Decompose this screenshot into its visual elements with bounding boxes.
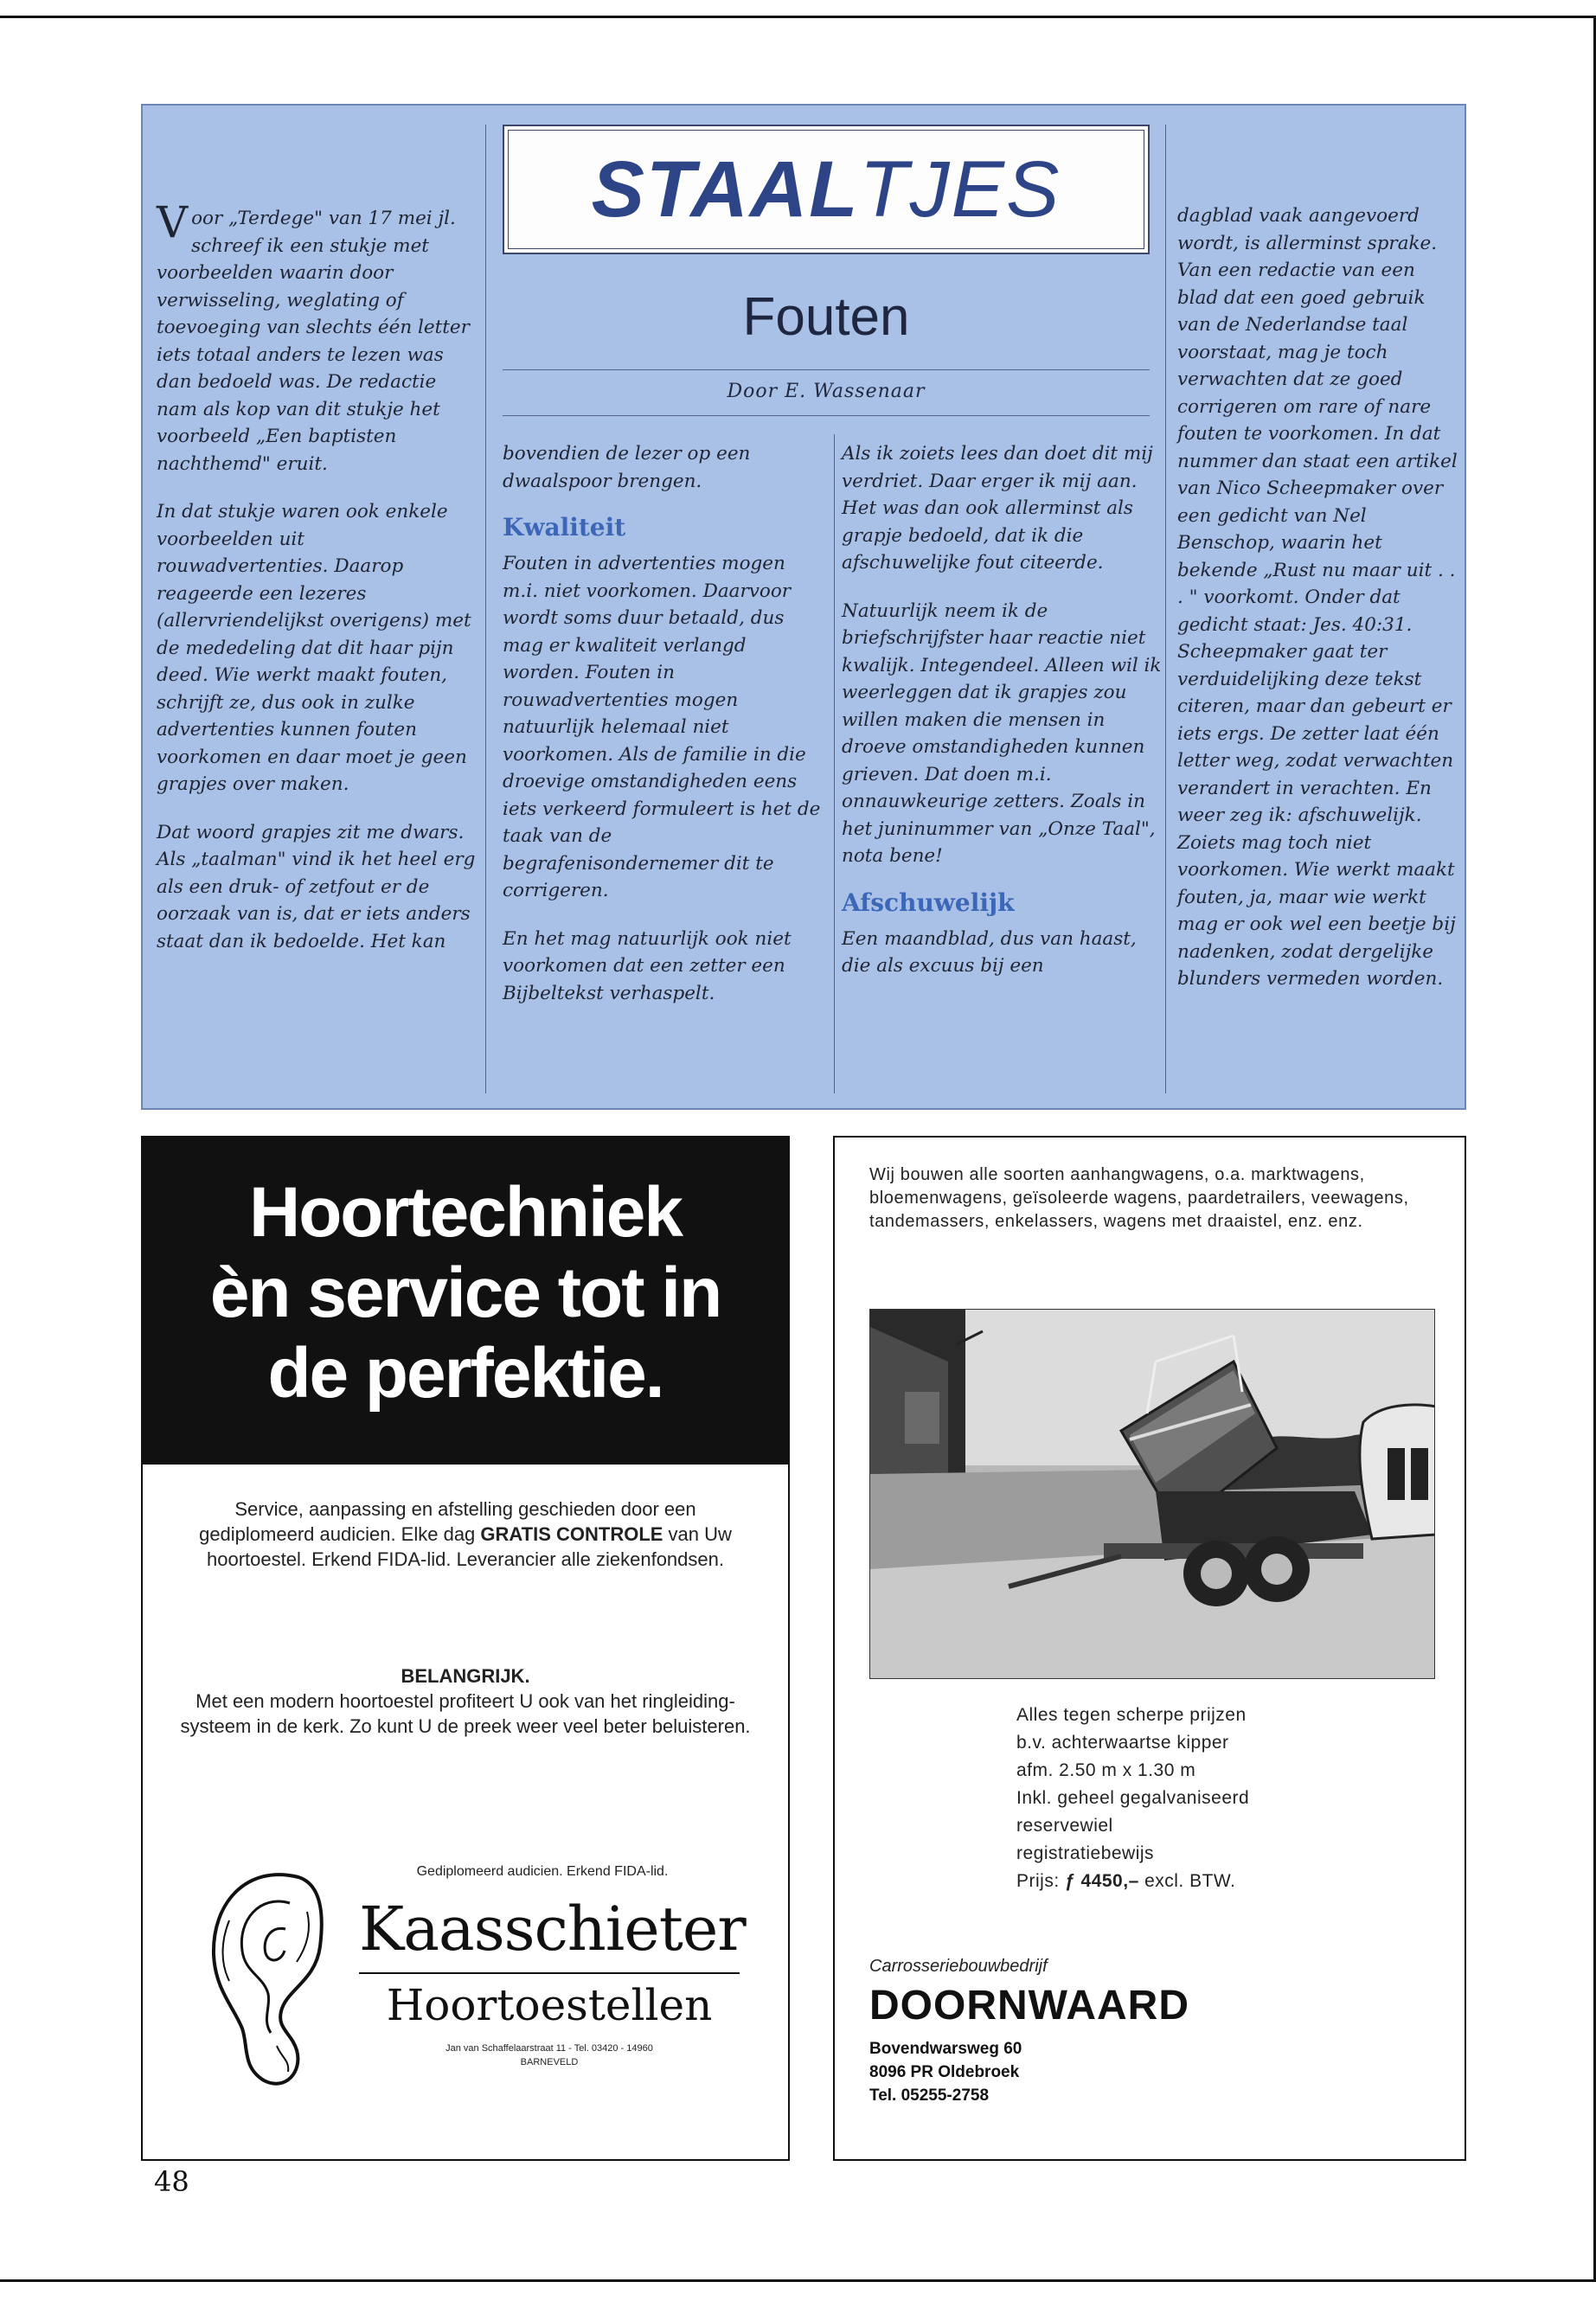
ad-doornwaard <box>833 1136 1466 2161</box>
price-line: Prijs: ƒ 4450,– excl. BTW. <box>1016 1871 1236 1891</box>
list-item: registratiebewijs <box>1016 1843 1155 1863</box>
trailer-photo <box>869 1309 1435 1679</box>
brand-name: Kaasschieter <box>359 1894 746 1965</box>
paragraph: Als ik zoiets lees dan doet dit mij verdriet. Daar erger ik mij aan. Het was dan ook allerminst als grapje bedoeld, dat ik die afschuwelijke fout citeerde. <box>842 443 1153 574</box>
trailer-photo-image <box>870 1310 1435 1679</box>
list-item: afm. 2.50 m x 1.30 m <box>1016 1760 1196 1780</box>
ad-headline: Hoortechniek èn service tot in de perfektie. <box>209 1173 721 1413</box>
column-divider <box>1165 125 1166 1093</box>
article-column-2 <box>503 440 826 1007</box>
ad-feature-list <box>1016 1702 1362 1895</box>
ad-headline-box <box>143 1138 788 1465</box>
subheading-kwaliteit: Kwaliteit <box>503 513 626 542</box>
list-item: Inkl. geheel gegalvaniseerd <box>1016 1788 1250 1808</box>
ad-important-text: BELANGRIJK. Met een modern hoortoestel profiteert U ook van het ringleiding-systeem in de kerk. Zo kunt U de preek weer veel beter beluisteren. <box>180 1665 751 1737</box>
ad-body-text: Service, aanpassing en afstelling geschieden door een gediplomeerd audicien. Elke dag GRATIS CONTROLE van Uw hoortoestel. Erkend FIDA-lid. Leverancier alle ziekenfondsen. <box>199 1498 732 1570</box>
brand-address: Jan van Schaffelaarstraat 11 - Tel. 03420 - 14960 BARNEVELD <box>445 2043 653 2067</box>
ad-kaasschieter <box>141 1136 790 2161</box>
ad-credentials: Gediplomeerd audicien. Erkend FIDA-lid. <box>416 1864 669 1879</box>
paragraph: Een maandblad, dus van haast, die als excuus bij een <box>842 927 1137 977</box>
byline-rule <box>503 415 1150 416</box>
title-rule <box>503 369 1150 370</box>
list-item: b.v. achterwaartse kipper <box>1016 1733 1229 1753</box>
article-column-1 <box>157 197 478 955</box>
column-divider <box>834 434 835 1093</box>
brand-rule <box>359 1972 740 1974</box>
brand-subtitle: Hoortoestellen <box>386 1980 713 2030</box>
column-divider <box>485 125 486 1093</box>
subheading-afschuwelijk: Afschuwelijk <box>842 888 1015 917</box>
paragraph: bovendien de lezer op een dwaalspoor brengen. <box>503 443 751 492</box>
ad-intro-text: Wij bouwen alle soorten aanhangwagens, o.a. marktwagens, bloemenwagens, geïsoleerde wagens, paardetrailers, veewagens, tandemassers, enkelassers, wagens met draaistel, enz. enz. <box>869 1165 1409 1231</box>
paragraph: Fouten in advertenties mogen m.i. niet voorkomen. Daarvoor wordt soms duur betaald, dus mag er kwaliteit verlangd worden. Fouten in rouwadvertenties mogen natuurlijk helemaal niet voorkomen. Als de familie in die droevige omstandigheden eens iets verkeerd formuleert is het de taak van de begrafenisondernemer dit te corrigeren. <box>503 553 821 901</box>
company-tagline: Carrosseriebouwbedrijf <box>869 1957 1048 1976</box>
list-item: reservewiel <box>1016 1816 1113 1836</box>
company-name: DOORNWAARD <box>869 1983 1189 2029</box>
article-column-4 <box>1177 202 1459 993</box>
article-column-3 <box>842 440 1165 980</box>
drop-cap: V <box>157 197 189 247</box>
byline: Door E. Wassenaar <box>727 381 926 402</box>
paragraph: Voor „Terdege" van 17 mei jl. schreef ik een stukje met voorbeelden waarin door verwisseling, weglating of toevoeging van slechts één letter iets totaal anders te lezen was dan bedoeld was. De redactie nam als kop van dit stukje het voorbeeld „Een baptisten nachthemd" eruit. <box>157 197 470 475</box>
paragraph: Natuurlijk neem ik de briefschrijfster haar reactie niet kwalijk. Integendeel. Alleen wil ik weerleggen dat ik grapjes zou willen maken die mensen in droeve omstandigheden kunnen grieven. Dat doen m.i. onnauwkeurige zetters. Zoals in het juninummer van „Onze Taal", nota bene! <box>842 599 1162 867</box>
paragraph: Scheepmaker gaat ter verduidelijking deze tekst citeren, maar dan gebeurt er iets ergs. De zetter laat één letter weg, zodat verwachten verandert in verachten. En weer zeg ik: afschuwelijk. Zoiets mag toch niet voorkomen. Wie werkt maakt fouten, ja, maar wie werkt mag er ook wel een beetje bij nadenken, zodat dergelijke blunders vermeden worden. <box>1177 641 1456 990</box>
company-address: Bovendwarsweg 60 8096 PR Oldebroek Tel. 05255-2758 <box>869 2040 1022 2105</box>
section-title: STAALTJES <box>591 145 1061 234</box>
section-masthead <box>503 125 1150 254</box>
price-value: ƒ 4450,– <box>1065 1871 1139 1891</box>
paragraph: En het mag natuurlijk ook niet voorkomen dat een zetter een Bijbeltekst verhaspelt. <box>503 927 792 1004</box>
article-title: Fouten <box>742 287 910 347</box>
ear-logo-icon <box>195 1860 350 2093</box>
page-number: 48 <box>154 2165 189 2198</box>
paragraph: Dat woord grapjes zit me dwars. Als „taalman" vind ik het heel erg als een druk- of zetfout er de oorzaak van is, dat er iets anders staat dan ik bedoelde. Het kan <box>157 821 476 952</box>
article-staaltjes <box>141 104 1466 1110</box>
paragraph: dagblad vaak aangevoerd wordt, is allerminst sprake. Van een redactie van een blad dat een goed gebruik van de Nederlandse taal voorstaat, mag je toch verwachten dat ze goed corrigeren om rare of nare fouten te voorkomen. In dat nummer dan staat een artikel van Nico Scheepmaker over een gedicht van Nel Benschop, waarin het bekende „Rust nu maar uit . . . " voorkomt. Onder dat gedicht staat: Jes. 40:31. <box>1177 205 1458 636</box>
list-item: Alles tegen scherpe prijzen <box>1016 1705 1247 1725</box>
paragraph: In dat stukje waren ook enkele voorbeelden uit rouwadvertenties. Daarop reageerde een lezeres (allervriendelijkst overigens) met de mededeling dat dit haar pijn deed. Wie werkt maakt fouten, schrijft ze, dus ook in zulke advertenties kunnen fouten voorkomen en daar moet je geen grapjes over maken. <box>157 501 471 795</box>
